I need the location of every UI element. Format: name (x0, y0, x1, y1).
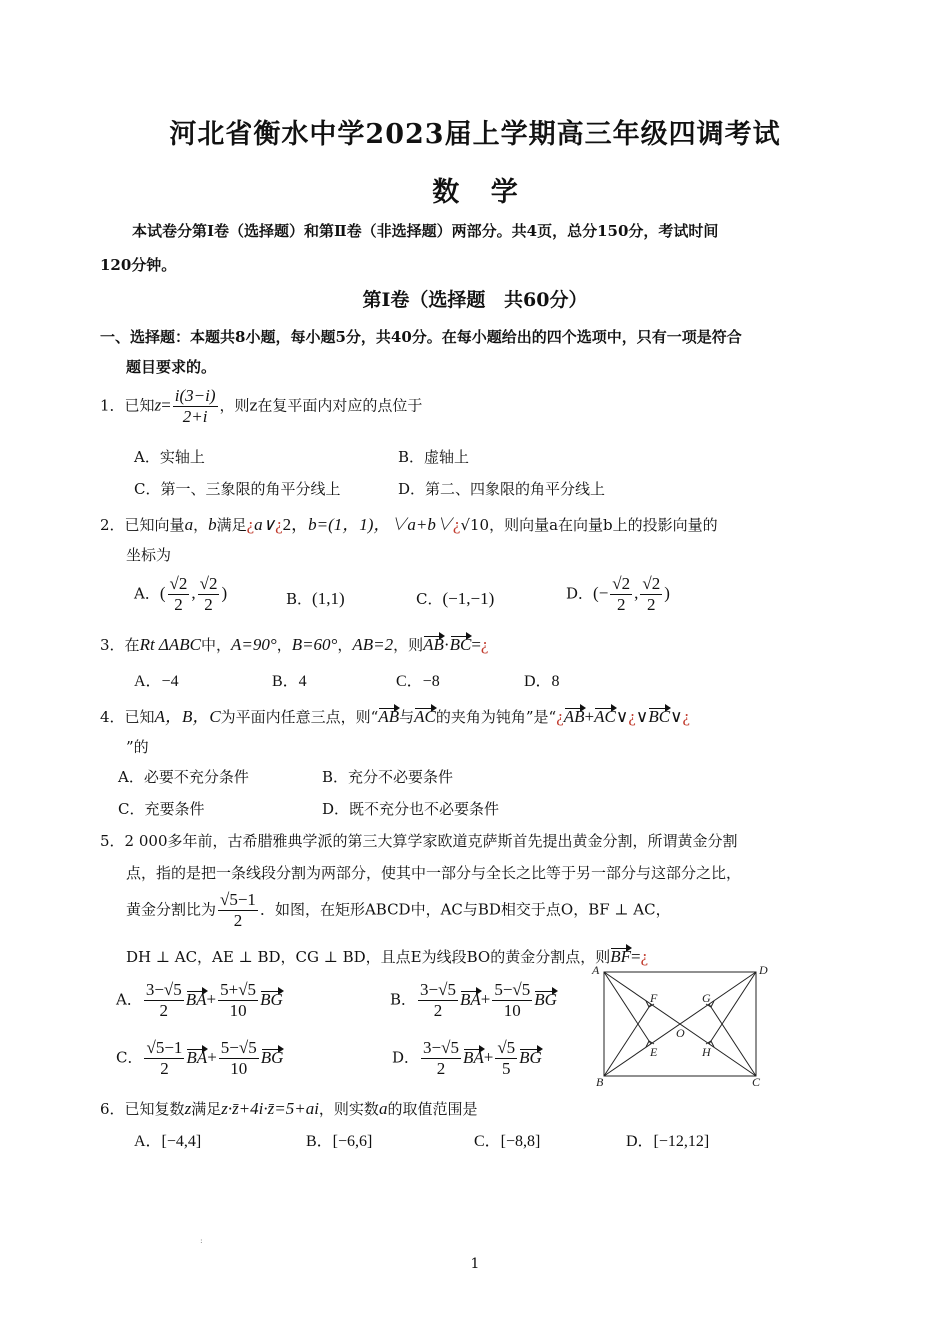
q5-line-3 (126, 890, 671, 931)
q1-denominator: 2+i (182, 407, 208, 426)
q2-text-g: √10，则向量a在向量b上的投影向量的 (460, 516, 718, 534)
q6-text-4: 的取值范围是 (387, 1100, 478, 1118)
q5-d-n1: 3−√5 (423, 1038, 459, 1057)
q5-b-plus: + (480, 989, 491, 1009)
figure-segment-dh (709, 972, 756, 1044)
figure-label-o: O (676, 1026, 685, 1040)
q2-text-c: 满足 (216, 516, 247, 534)
q5-a-n1: 3−√5 (145, 980, 182, 999)
question-4 (100, 702, 690, 727)
q4-plus: + (584, 707, 595, 726)
q2-b: b (208, 515, 217, 534)
q3-text: 在 (124, 636, 140, 654)
question-3 (100, 634, 488, 655)
q5-line-4-text: DH ⊥ AC，AE ⊥ BD，CG ⊥ BD，且点E为线段BO的黄金分割点，则 (126, 948, 611, 966)
intro-line-2: 120分钟。 (100, 256, 177, 274)
figure-segment-ae (604, 972, 651, 1044)
footer-mark: : (200, 1236, 203, 1245)
page-number: 1 (470, 1256, 480, 1272)
q5-ratio-den: 2 (233, 911, 243, 930)
q3-vector-ab: AB (423, 635, 444, 654)
q4-vector-ac: AC (414, 707, 436, 726)
q4-bar-2: ∨ (635, 707, 649, 726)
q6-number: 6． (100, 1100, 125, 1118)
q5-d-plus: + (483, 1047, 494, 1067)
q4-option-a: A．必要不充分条件 (118, 768, 249, 786)
q4-garble-3: ¿ (682, 707, 691, 726)
q5-d-vector-bg: BG (519, 1047, 542, 1067)
q2-number: 2． (100, 516, 125, 534)
q5-line-1: 2 000多年前，古希腊雅典学派的第三大算学家欧道克萨斯首先提出黄金分割，所谓黄金分割 (124, 832, 738, 850)
figure-label-f: F (650, 991, 658, 1005)
q3-sep-3: ，则 (393, 636, 424, 654)
q6-option-a: A．[−4,4] (134, 1133, 202, 1150)
q3-rest: 中， (201, 636, 232, 654)
q1-option-a: A．实轴上 (134, 448, 205, 466)
q5-b-label: B． (390, 990, 417, 1009)
q4-number: 4． (100, 708, 125, 726)
q5-c-n1: √5−1 (146, 1038, 183, 1057)
q6-text-2: 满足 (191, 1100, 222, 1118)
q5-ratio-num: √5−1 (220, 890, 256, 909)
q4-bar-3: ∨ (670, 707, 683, 726)
q5-a-n2: 5+√5 (220, 980, 257, 999)
q5-d-label: D． (392, 1048, 420, 1067)
q5-eq: = (631, 947, 641, 966)
q5-a-d2: 10 (229, 1001, 247, 1020)
q5-c-d2: 10 (230, 1059, 248, 1078)
q5-option-c (116, 1038, 283, 1079)
q5-a-vector-bg: BG (260, 989, 283, 1009)
q5-c-n2: 5−√5 (220, 1038, 257, 1057)
q2-option-c (416, 588, 494, 609)
q2-b-value: (1,1) (312, 589, 345, 608)
q5-c-plus: + (207, 1047, 217, 1067)
q5-line-3-post: ．如图，在矩形ABCD中，AC与BD相交于点O，BF ⊥ AC， (259, 900, 671, 919)
q4-line-2: ”的 (126, 738, 149, 756)
q2-c-value: (−1,−1) (442, 589, 495, 608)
q5-option-b (390, 980, 557, 1021)
question-2 (100, 510, 718, 535)
figure-label-c: C (752, 1075, 761, 1088)
q3-vector-bc: BC (449, 635, 472, 654)
q2-text-f: b=(1，1)，∨a+b∨ (308, 515, 453, 534)
q2-a-frac-2: $\frac{√2}{2}$ (199, 574, 218, 614)
figure-label-g: G (702, 991, 711, 1005)
q5-line-2: 点，指的是把一条线段分割为两部分，使其中一部分与全长之比等于另一部分与这部分之比， (126, 864, 742, 882)
q5-garble: ¿ (640, 947, 649, 966)
q3-garble: ¿ (480, 635, 489, 654)
q5-b-frac-2 (492, 980, 532, 1021)
q3-triangle: Rt ΔABC (139, 635, 202, 654)
q3-option-c: C．−8 (396, 673, 440, 690)
q4-vector-ab-2: AB (563, 707, 585, 726)
q4-option-b: B．充分不必要条件 (322, 768, 454, 786)
q4-vector-ac-2: AC (594, 707, 616, 726)
q6-a: a (378, 1099, 388, 1118)
q5-a-vector-ba: BA (185, 989, 207, 1009)
q6-z: z (184, 1099, 192, 1118)
q2-a: a (184, 515, 194, 534)
part-1-title: 第Ⅰ卷（选择题 共60分） (362, 289, 588, 311)
q1-z: z (154, 395, 162, 415)
q6-option-b: B．[−6,6] (306, 1133, 373, 1150)
q5-ratio (218, 890, 258, 931)
q3-option-d: D．8 (524, 673, 560, 690)
subject-title: 数 学 (432, 177, 518, 208)
q5-b-d2: 10 (503, 1001, 521, 1020)
q4-garble-1: ¿ (556, 707, 564, 726)
q2-line-2: 坐标为 (126, 546, 172, 564)
q5-a-frac-1 (144, 980, 184, 1021)
question-5 (100, 830, 738, 851)
q3-angle-b: B=60° (291, 635, 338, 654)
q5-option-d (392, 1038, 542, 1079)
q5-c-d1: 2 (160, 1059, 169, 1078)
q3-number: 3． (100, 636, 125, 654)
q5-a-frac-2 (218, 980, 258, 1021)
q4-bar-1: ∨ (615, 707, 629, 726)
q2-garble-3: ¿ (452, 515, 461, 534)
q3-option-b: B．4 (272, 673, 307, 690)
q6-option-d: D．[−12,12] (626, 1133, 710, 1150)
q5-d-frac-1 (421, 1038, 461, 1079)
section-instructions: 一、选择题：本题共8小题，每小题5分，共40分。在每小题给出的四个选项中，只有一项是符合 (100, 328, 742, 346)
q3-ab: AB=2 (352, 635, 394, 654)
q4-text-3: 与 (399, 708, 415, 726)
figure-label-d: D (759, 963, 768, 977)
intro-line-1: 本试卷分第Ⅰ卷（选择题）和第Ⅱ卷（非选择题）两部分。共4页，总分150分，考试时间 (132, 222, 719, 240)
q2-text-d: a∨ (254, 515, 276, 534)
q5-c-vector-bg: BG (260, 1047, 284, 1067)
q2-option-a: A．( $\frac{√2}{2}$ , $\frac{√2}{2}$ ) (134, 574, 228, 614)
q1-fraction (173, 386, 218, 427)
figure-label-e: E (650, 1045, 658, 1059)
q5-d-d2: 5 (502, 1059, 511, 1078)
q1-post: ，则z在复平面内对应的点位于 (219, 396, 423, 415)
q1-option-b: B．虚轴上 (398, 448, 470, 466)
q5-b-n1: 3−√5 (420, 980, 456, 999)
figure-label-b: B (596, 1075, 604, 1088)
q2-d-label: D． (566, 584, 594, 603)
rectangle-figure (590, 962, 780, 1088)
q6-expression: z·z̄+4i·z̄=5+ai (221, 1099, 319, 1118)
q6-text-3: ，则实数 (318, 1100, 379, 1118)
q5-vector-bf: BF (610, 947, 632, 966)
q5-b-vector-bg: BG (534, 989, 557, 1009)
q5-d-frac-2 (495, 1038, 517, 1079)
q1-option-d: D．第二、四象限的角平分线上 (398, 480, 606, 498)
q2-option-b (286, 588, 345, 609)
q5-d-d1: 2 (436, 1059, 446, 1078)
q5-a-label: A． (116, 990, 142, 1009)
q5-c-label: C． (116, 1048, 143, 1067)
q4-garble-2: ¿ (628, 707, 636, 726)
q4-option-c: C．充要条件 (118, 800, 205, 818)
q5-c-frac-1 (144, 1038, 184, 1079)
q2-option-d: D．(− $\frac{√2}{2}$ , $\frac{√2}{2}$ ) (566, 574, 670, 614)
q2-a-label: A． (134, 584, 160, 603)
section-instructions-cont: 题目要求的。 (126, 358, 217, 376)
q5-line-3-pre: 黄金分割比为 (126, 900, 217, 919)
q1-pre: 已知 (124, 396, 155, 415)
q4-text-2: 为平面内任意三点，则“ (220, 708, 379, 726)
q2-garble-2: ¿ (275, 515, 283, 534)
q4-text-4: 的夹角为钝角”是“ (435, 708, 557, 726)
q2-c-label: C． (416, 590, 443, 608)
q4-points: A，B，C (154, 707, 221, 726)
q5-b-frac-1 (418, 980, 458, 1021)
q5-option-a (116, 980, 283, 1021)
q3-sep-1: ， (276, 636, 292, 654)
figure-label-h: H (702, 1045, 711, 1059)
q5-line-4 (126, 946, 648, 967)
q4-option-d: D．既不充分也不必要条件 (322, 800, 500, 818)
q2-b-label: B． (286, 590, 313, 608)
q2-text-a: 已知向量 (124, 516, 185, 534)
q3-angle-a: A=90° (231, 635, 277, 654)
q5-c-vector-ba: BA (186, 1047, 208, 1067)
figure-segment-bf (604, 1004, 651, 1076)
q5-number: 5． (100, 832, 125, 850)
question-1 (100, 386, 422, 427)
q2-a-frac-1: $\frac{√2}{2}$ (169, 574, 188, 614)
q1-numerator: i(3−i) (174, 386, 216, 405)
question-6 (100, 1098, 477, 1119)
q5-c-frac-2 (219, 1038, 259, 1079)
q4-text-1: 已知 (124, 708, 155, 726)
q3-eq: = (471, 635, 481, 654)
q4-vector-bc: BC (648, 707, 671, 726)
q2-text-e: 2， (282, 515, 309, 534)
q5-b-d1: 2 (433, 1001, 443, 1020)
q2-d-frac-1: $\frac{√2}{2}$ (612, 574, 631, 614)
q1-eq: = (161, 395, 171, 415)
q2-d-frac-2: $\frac{√2}{2}$ (642, 574, 661, 614)
q2-garble-1: ¿ (246, 515, 255, 534)
q4-vector-ab: AB (378, 707, 400, 726)
q6-option-c: C．[−8,8] (474, 1133, 541, 1150)
q5-b-n2: 5−√5 (494, 980, 531, 999)
q5-b-vector-ba: BA (459, 989, 481, 1009)
q1-number: 1． (100, 396, 125, 415)
q5-a-plus: + (206, 989, 217, 1009)
figure-label-a: A (592, 963, 600, 977)
figure-segment-cg (709, 1004, 756, 1076)
q3-sep-2: ， (337, 636, 353, 654)
q1-option-c: C．第一、三象限的角平分线上 (134, 480, 341, 498)
q3-option-a: A．−4 (134, 673, 179, 690)
q5-a-d1: 2 (159, 1001, 169, 1020)
q3-dot: · (443, 635, 450, 654)
exam-title: 河北省衡水中学2023届上学期高三年级四调考试 (169, 119, 781, 150)
q2-text-b: ， (193, 516, 209, 534)
q5-d-vector-ba: BA (462, 1047, 484, 1067)
q5-d-n2: √5 (497, 1038, 516, 1057)
q6-text: 已知复数 (124, 1100, 185, 1118)
